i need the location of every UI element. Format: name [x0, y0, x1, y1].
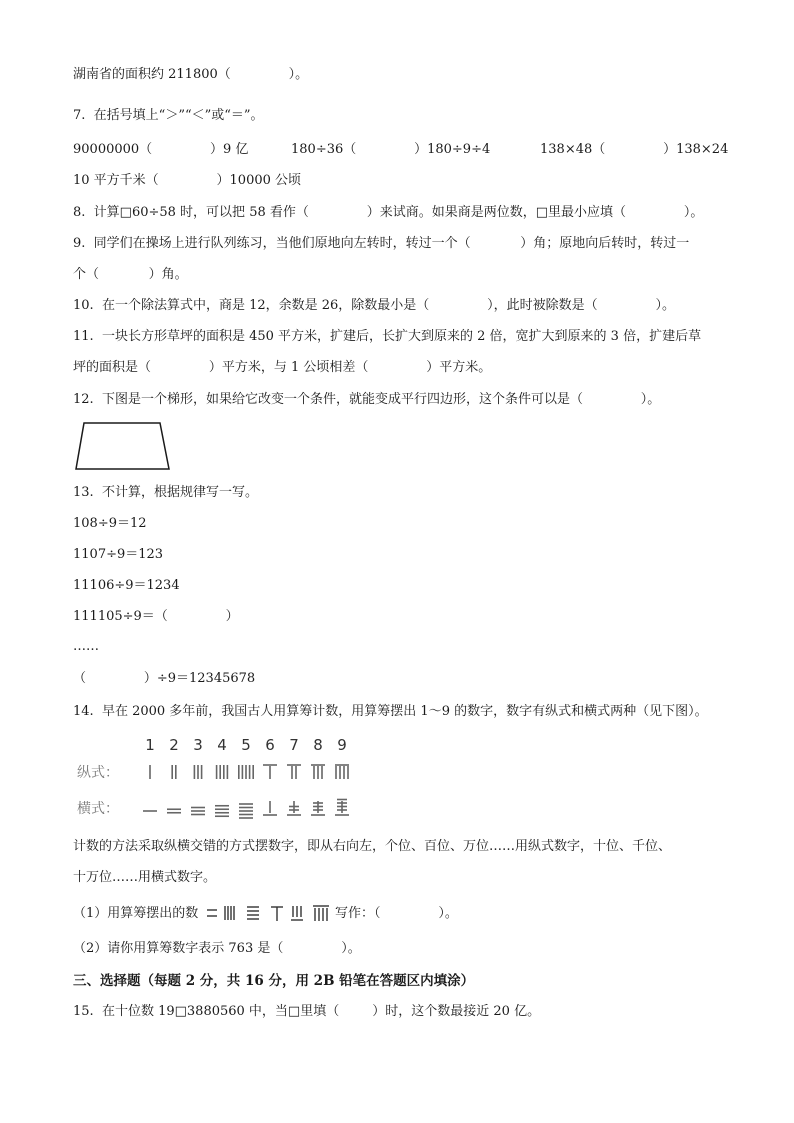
- vertical-label: 纵式：: [77, 765, 119, 781]
- rod-digit-4: 4: [217, 736, 227, 754]
- compare-item-4: 10 平方千米（ ）10000 公顷: [73, 173, 302, 188]
- rod-digit-3: 3: [193, 736, 203, 754]
- trapezoid-figure: [74, 422, 172, 472]
- horizontal-rods: [143, 800, 349, 819]
- rod-digit-7: 7: [289, 736, 299, 754]
- question-9-line-1: 9. 同学们在操场上进行队列练习，当他们原地向左转时，转过一个（ ）角；原地向后转时，转过一: [73, 236, 690, 251]
- rod-digit-2: 2: [169, 736, 179, 754]
- pattern-line-2: 1107÷9＝123: [73, 547, 164, 562]
- question-10: 10. 在一个除法算式中，商是 12，余数是 26，除数最小是（ ），此时被除数是（ ）。: [73, 298, 675, 313]
- question-14: 14. 早在 2000 多年前，我国古人用算筹计数，用算筹摆出 1～9 的数字，数字有纵式和横式两种（见下图）。: [73, 704, 708, 719]
- text-hunan-area: 湖南省的面积约 211800（ ）。: [73, 67, 309, 82]
- vertical-rods: [150, 765, 349, 779]
- question-14-part-2: （2）请你用算筹数字表示 763 是（ ）。: [73, 941, 361, 956]
- question-13: 13. 不计算，根据规律写一写。: [73, 485, 258, 500]
- section-3-heading: 三、选择题（每题 2 分，共 16 分，用 2B 铅笔在答题区内填涂）: [73, 973, 475, 989]
- pattern-line-1: 108÷9＝12: [73, 516, 147, 531]
- rod-digit-5: 5: [241, 736, 251, 754]
- pattern-line-4: 111105÷9＝（ ）: [73, 609, 239, 624]
- question-15: 15. 在十位数 19□3880560 中，当□里填（ ）时，这个数最接近 20 亿。: [73, 1004, 541, 1019]
- pattern-line-3: 11106÷9＝1234: [73, 578, 180, 593]
- question-14-desc-2: 十万位……用横式数字。: [73, 870, 217, 885]
- question-14-part-1: [73, 905, 773, 925]
- question-7-row-1: [73, 141, 773, 159]
- horizontal-label: 横式：: [77, 801, 119, 817]
- rod-digit-8: 8: [313, 736, 323, 754]
- pattern-ellipsis: ……: [73, 639, 99, 654]
- part-1-prefix: （1）用算筹摆出的数: [73, 906, 199, 921]
- question-14-desc-1: 计数的方法采取纵横交错的方式摆数字，即从右向左，个位、百位、万位……用纵式数字，十位、千位、: [73, 839, 672, 854]
- question-7: 7. 在括号填上“＞”“＜”或“＝”。: [73, 108, 264, 123]
- question-9-line-2: 个（ ）角。: [73, 267, 188, 282]
- counting-rods-figure: [73, 733, 373, 825]
- rod-digit-9: 9: [337, 736, 347, 754]
- question-11-line-1: 11. 一块长方形草坪的面积是 450 平方米，扩建后，长扩大到原来的 2 倍，宽扩大到原来的 3 倍，扩建后草: [73, 329, 702, 344]
- question-11-line-2: 坪的面积是（ ）平方米，与 1 公顷相差（ ）平方米。: [73, 360, 492, 375]
- rod-digit-6: 6: [265, 736, 275, 754]
- pattern-line-last: （ ）÷9＝12345678: [73, 671, 256, 686]
- question-12: 12. 下图是一个梯形，如果给它改变一个条件，就能变成平行四边形，这个条件可以是（ ）。: [73, 392, 661, 407]
- compare-item-2: 180÷36（ ）180÷9÷4: [291, 142, 491, 157]
- part-1-suffix: 写作：（ ）。: [335, 906, 458, 921]
- compare-item-3: 138×48（ ）138×24: [540, 142, 729, 157]
- rod-digit-1: 1: [145, 736, 155, 754]
- question-8: 8. 计算□60÷58 时，可以把 58 看作（ ）来试商。如果商是两位数，□里最小应填（ ）。: [73, 205, 704, 220]
- compare-item-1: 90000000（ ）9 亿: [73, 142, 249, 157]
